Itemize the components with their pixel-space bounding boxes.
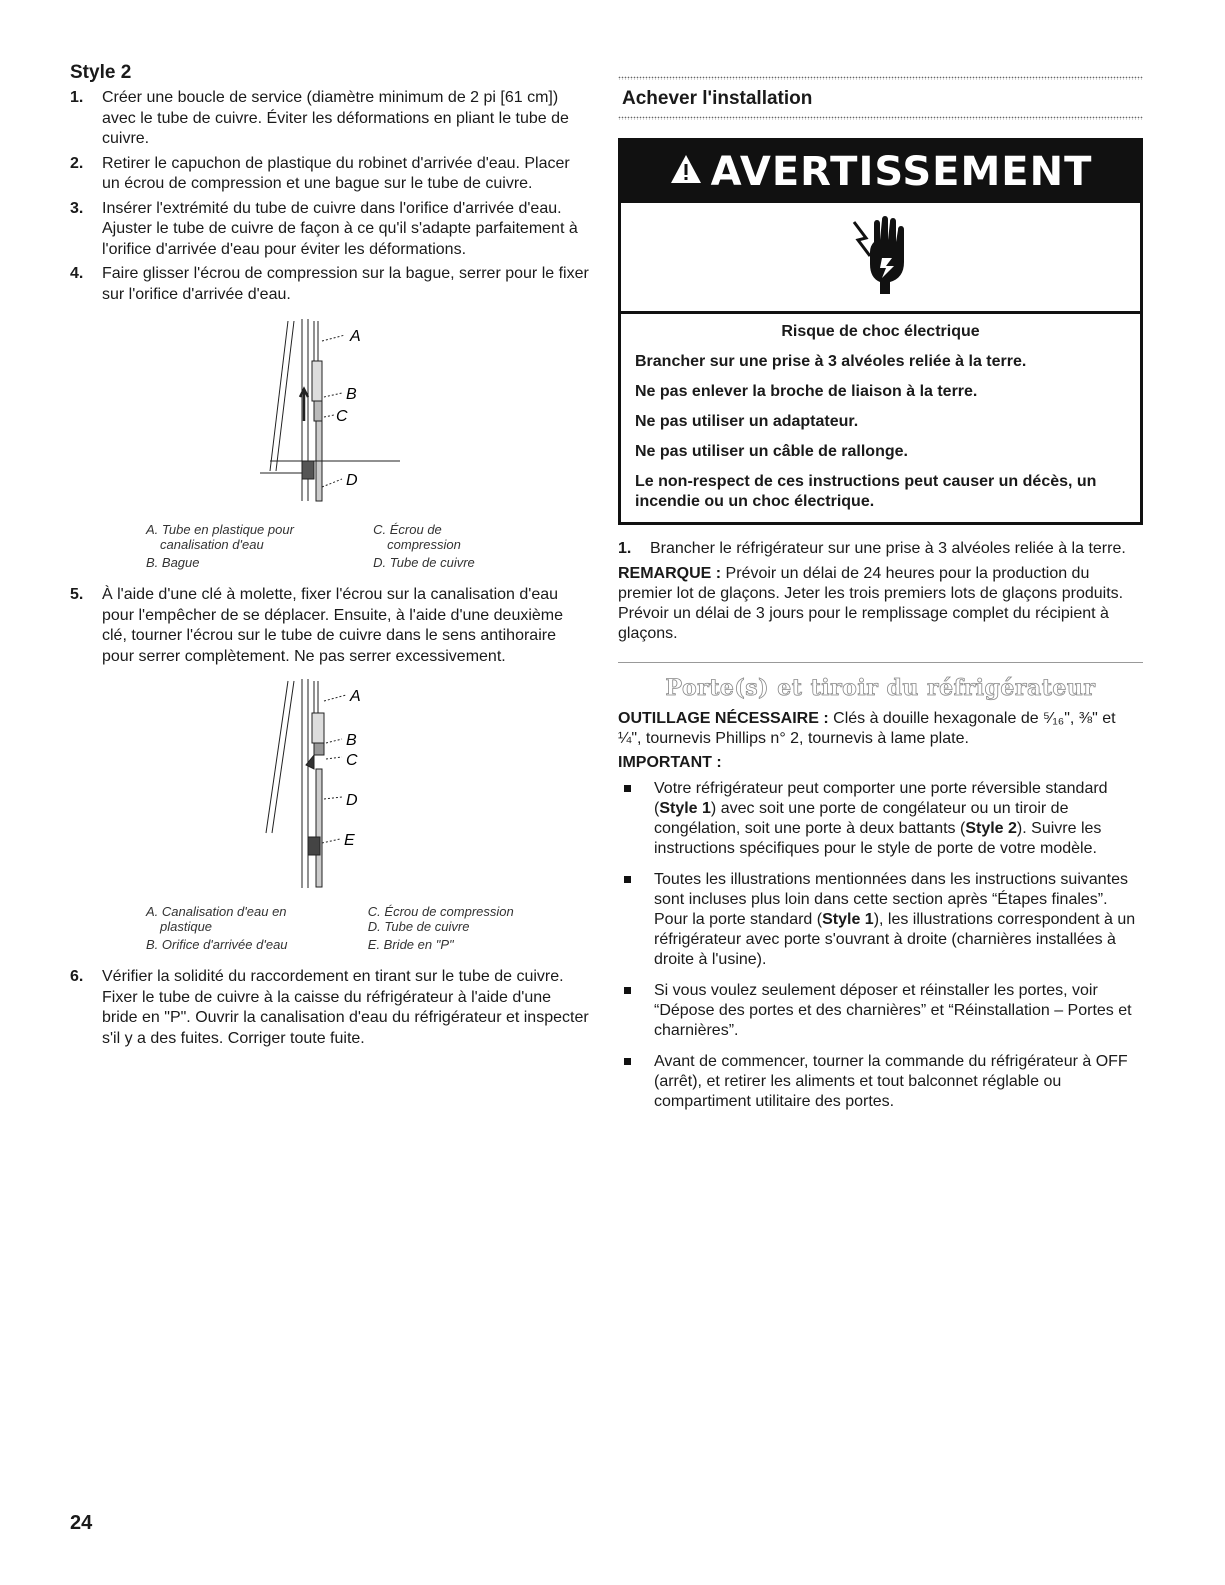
warning-risk: Risque de choc électrique [781,323,980,340]
step-1: 1. Créer une boucle de service (diamètre minimum de 2 pi [61 cm]) avec le tube de cuivre. Éviter les déformations en pliant le tube de cuivre. [70,89,569,147]
step-2: 2. Retirer le capuchon de plastique du robinet d'arrivée d'eau. Placer un écrou de compression et une bague sur le tube de cuivre. [70,154,570,192]
figure-1-illustration [70,311,590,511]
steps-list-c [70,967,590,1049]
fig2-label-c: C [346,752,358,769]
electric-shock-icon [621,203,1140,314]
fig2-label-d: D [346,792,358,809]
fig1-label-b: B [346,386,357,403]
warning-header: AVERTISSEMENT [621,141,1140,203]
fig1-label-d: D [346,472,358,489]
figure-2-caption [146,904,566,955]
dotted-rule-bottom [618,116,1143,120]
warning-line-4: Ne pas utiliser un câble de rallonge. [635,443,908,460]
figure-1-caption [146,522,526,573]
fig2-label-b: B [346,732,357,749]
step-5: 5. À l'aide d'une clé à molette, fixer l'écrou sur la canalisation d'eau pour l'empêcher de se déplacer. Ensuite, à l'aide d'une deuxième clé, tourner l'écrou sur le tube de cuivre dans le sens antihoraire pour serrer complètement. Ne pas serrer excessivement. [70,586,564,665]
warning-box [618,138,1143,525]
figure-2-illustration [70,673,590,893]
fig2-label-a: A [350,688,361,705]
warning-line-5: Le non-respect de ces instructions peut causer un décès, un incendie ou un choc électrique. [635,473,1097,510]
fig2-label-e: E [344,832,355,849]
left-column [70,62,590,1053]
tools-paragraph: OUTILLAGE NÉCESSAIRE : Clés à douille hexagonale de ⁵⁄₁₆", ⅜" et ¼", tournevis Phillips n° 2, tournevis à lame plate. [618,709,1116,747]
important-label: IMPORTANT : [618,753,722,771]
warning-line-3: Ne pas utiliser un adaptateur. [635,413,859,430]
fig1-label-c: C [336,408,348,425]
dotted-rule-top [618,76,1143,80]
caption-d: D. Tube de cuivre [373,555,475,570]
right-column [618,66,1143,1123]
divider [618,662,1143,663]
doors-section-title: Porte(s) et tiroir du réfrigérateur [665,674,1096,701]
caption2-e: E. Bride en "P" [367,937,454,952]
bullet-1: Votre réfrigérateur peut comporter une porte réversible standard (Style 1) avec soit une porte de congélateur ou un tiroir de congélation, soit une porte à deux battants (Style 2). Suivre les instructions spécifiques pour le style de porte de votre modèle. [618,779,1143,859]
figure-2 [70,673,590,898]
steps-list-b [70,585,590,667]
caption2-b: B. Orifice d'arrivée d'eau [146,937,288,952]
section-title: Achever l'installation [622,88,813,109]
warning-body [621,314,1140,522]
important-bullets [618,779,1143,1112]
right-step-1: 1. Brancher le réfrigérateur sur une prise à 3 alvéoles reliée à la terre. [618,540,1126,557]
bullet-3: Si vous voulez seulement déposer et réinstaller les portes, voir “Dépose des portes et des charnières” et “Réinstallation – Portes et charnières”. [618,981,1143,1041]
bullet-2: Toutes les illustrations mentionnées dans les instructions suivantes sont incluses plus loin dans cette section après “Étapes finales”. Pour la porte standard (Style 1), les illustrations correspondent à un réfrigérateur avec porte s'ouvrant à droite (charnières installées à droite à l'usine). [618,870,1143,970]
page-number: 24 [70,1512,93,1534]
step-6: 6. Vérifier la solidité du raccordement en tirant sur le tube de cuivre. Fixer le tube de cuivre à la caisse du réfrigérateur à l'aide d'une bride en "P". Ouvrir la canalisation d'eau du réfrigérateur et inspecter s'il y a des fuites. Corriger toute fuite. [70,968,589,1047]
right-steps-list [618,539,1143,560]
style2-heading: Style 2 [70,62,132,83]
section-header [618,66,1143,110]
caption-a: A. Tube en plastique pour canalisation d'eau [146,522,294,552]
bullet-4: Avant de commencer, tourner la commande du réfrigérateur à OFF (arrêt), et retirer les aliments et tout balconnet réglable ou compartiment utilitaire des portes. [618,1052,1143,1112]
caption2-cd: C. Écrou de compression D. Tube de cuivre [367,904,514,934]
step-4: 4. Faire glisser l'écrou de compression sur la bague, serrer pour le fixer sur l'orifice d'arrivée d'eau. [70,265,589,303]
caption-c: C. Écrou de compression [373,522,461,552]
warning-line-2: Ne pas enlever la broche de liaison à la terre. [635,383,978,400]
fig1-label-a: A [350,328,361,345]
steps-list-a [70,88,590,305]
figure-1 [70,311,590,516]
warning-line-1: Brancher sur une prise à 3 alvéoles reliée à la terre. [635,353,1027,370]
caption2-a: A. Canalisation d'eau en plastique [146,904,287,934]
warning-triangle-icon [669,149,703,195]
remark-paragraph: REMARQUE : Prévoir un délai de 24 heures pour la production du premier lot de glaçons. Jeter les trois premiers lots de glaçons produits. Prévoir un délai de 3 jours pour le remplissage complet du récipient à glaçons. [618,564,1124,642]
caption-b: B. Bague [146,555,200,570]
step-3: 3. Insérer l'extrémité du tube de cuivre dans l'orifice d'arrivée d'eau. Ajuster le tube de cuivre de façon à ce qu'il s'adapte parfaitement à l'orifice d'arrivée d'eau pour éviter les déformations. [70,199,578,258]
